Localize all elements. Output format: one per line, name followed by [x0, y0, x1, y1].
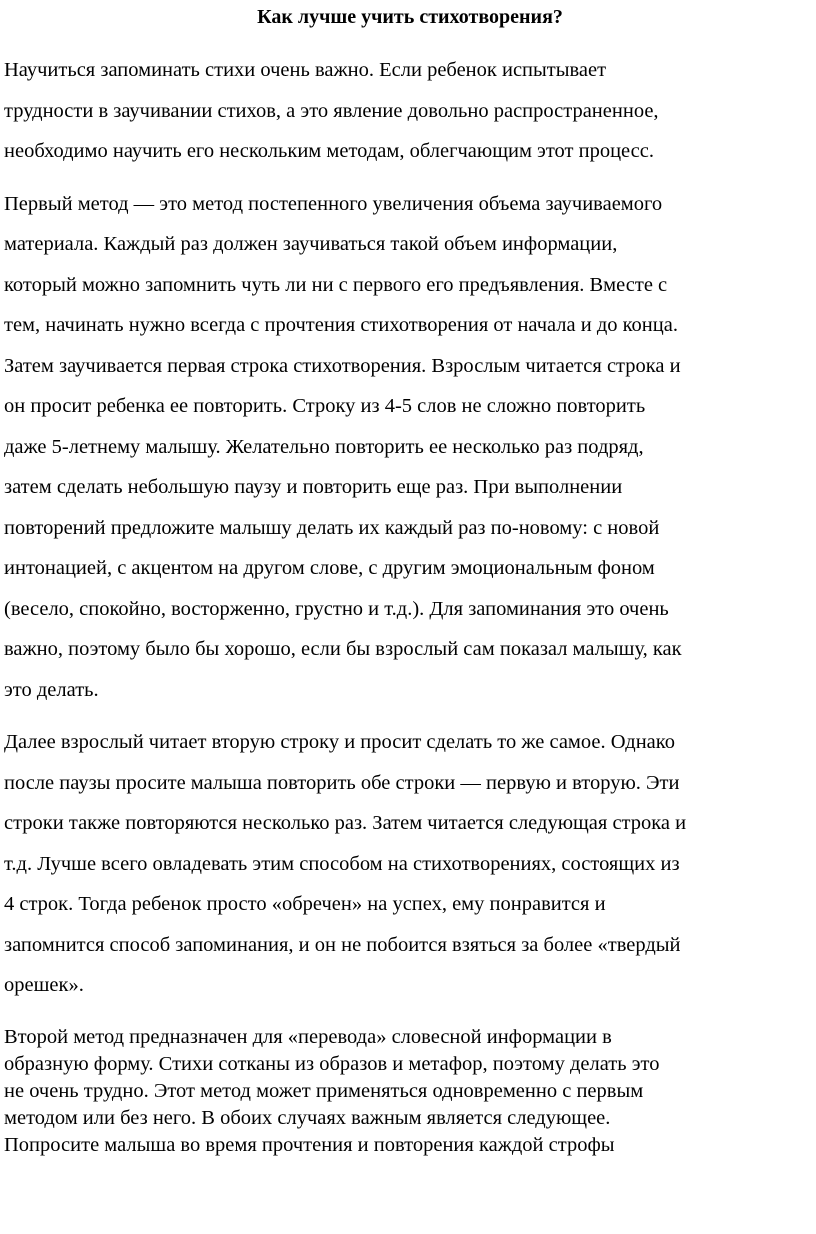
- page-title: Как лучше учить стихотворения?: [257, 6, 563, 28]
- paragraph-first-method: Первый метод — это метод постепенного увеличения объема заучиваемого материала. Каждый раз должен заучиваться такой объем информации, который можно запомнить чуть ли ни с первого его предъявления. Вместе с тем, начинать нужно всегда с прочтения стихотворения от начала и до конца. Затем заучивается первая строка стихотворения. Взрослым читается строка и он просит ребенка ее повторить. Строку из 4-5 слов не сложно повторить даже 5-летнему малышу. Желательно повторить ее несколько раз подряд, затем сделать небольшую паузу и повторить еще раз. При выполнении повторений предложите малышу делать их каждый раз по-новому: с новой интонацией, с акцентом на другом слове, с другим эмоциональным фоном (весело, спокойно, восторженно, грустно и т.д.). Для запоминания это очень важно, поэтому было бы хорошо, если бы взрослый сам показал малышу, как это делать.: [4, 192, 682, 701]
- paragraph-next-lines: Далее взрослый читает вторую строку и просит сделать то же самое. Однако после паузы просите малыша повторить обе строки — первую и вторую. Эти строки также повторяются несколько раз. Затем читается следующая строка и т.д. Лучше всего овладевать этим способом на стихотворениях, состоящих из 4 строк. Тогда ребенок просто «обречен» на успех, ему понравится и запомнится способ запоминания, и он не побоится взяться за более «твердый орешек».: [4, 731, 687, 996]
- paragraph-intro: Научиться запоминать стихи очень важно. Если ребенок испытывает трудности в заучивании стихов, а это явление довольно распространенное, необходимо научить его нескольким методам, облегчающим этот процесс.: [4, 59, 659, 162]
- paragraph-second-method: Второй метод предназначен для «перевода» словесной информации в образную форму. Стихи сотканы из образов и метафор, поэтому делать это не очень трудно. Этот метод может применяться одновременно с первым методом или без него. В обоих случаях важным является следующее. Попросите малыша во время прочтения и повторения каждой строфы: [4, 1025, 660, 1156]
